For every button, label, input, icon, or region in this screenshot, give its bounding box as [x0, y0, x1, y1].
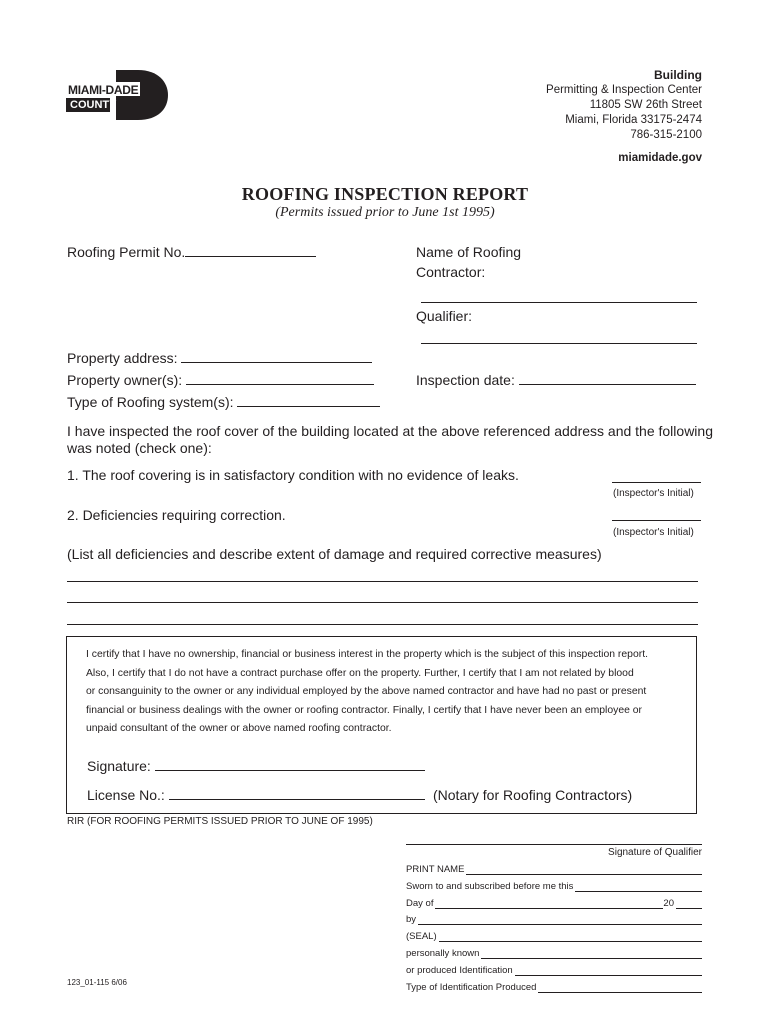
certification-line: I certify that I have no ownership, financial or business interest in the property which is the subject of this inspection report.	[86, 649, 648, 660]
year-blank[interactable]	[676, 900, 702, 909]
inspection-date-blank[interactable]	[519, 373, 696, 385]
qualifier-line[interactable]	[421, 343, 697, 344]
sworn-label: Sworn to and subscribed before me this	[406, 881, 574, 892]
sworn-row[interactable]	[406, 881, 702, 892]
initial-line-1[interactable]	[612, 482, 701, 483]
seal-blank[interactable]	[439, 933, 702, 942]
personally-known-blank[interactable]	[481, 950, 702, 959]
check-item-2: 2. Deficiencies requiring correction.	[67, 507, 286, 523]
department-name: Building	[654, 68, 702, 82]
id-type-blank[interactable]	[538, 984, 702, 993]
contractor-name-line[interactable]	[421, 302, 697, 303]
deficiencies-line[interactable]	[67, 581, 698, 582]
inspection-date-label: Inspection date:	[416, 372, 515, 388]
permit-no-blank[interactable]	[185, 245, 316, 257]
day-of-blank[interactable]	[435, 900, 663, 909]
signature-blank[interactable]	[155, 759, 425, 771]
personally-known-row[interactable]	[406, 948, 702, 959]
roofing-system-label: Type of Roofing system(s):	[67, 394, 234, 410]
phone: 786-315-2100	[630, 129, 702, 141]
print-name-blank[interactable]	[466, 866, 702, 875]
certification-line: unpaid consultant of the owner or above named roofing contractor.	[86, 723, 392, 735]
produced-id-label: or produced Identification	[406, 965, 513, 976]
county-logo	[66, 70, 170, 120]
license-blank[interactable]	[169, 788, 425, 800]
by-row[interactable]	[406, 914, 702, 925]
id-type-row[interactable]	[406, 982, 702, 993]
by-label: by	[406, 914, 417, 925]
seal-label: (SEAL)	[406, 931, 437, 942]
address-line: 11805 SW 26th Street	[589, 99, 702, 111]
department-block	[546, 68, 702, 143]
by-blank[interactable]	[418, 916, 702, 925]
page-title: ROOFING INSPECTION REPORT	[241, 184, 529, 204]
contractor-name-label-1: Name of Roofing	[416, 244, 522, 260]
produced-id-blank[interactable]	[515, 967, 702, 976]
property-address-field[interactable]	[67, 350, 372, 366]
deficiencies-label: (List all deficiencies and describe extent of damage and required corrective measures)	[67, 546, 602, 562]
statement-line-2: was noted (check one):	[67, 440, 212, 456]
print-name-label: PRINT NAME	[406, 864, 465, 875]
rir-note: RIR (FOR ROOFING PERMITS ISSUED PRIOR TO JUNE OF 1995)	[67, 816, 373, 827]
personally-known-label: personally known	[406, 948, 480, 959]
form-number: 123_01-115 6/06	[67, 978, 127, 987]
certification-line: financial or business dealings with the owner or roofing contractor. Finally, I certify that I have never been an employee or	[86, 704, 643, 716]
initial-label-2: (Inspector's Initial)	[613, 527, 694, 538]
roofing-system-blank[interactable]	[237, 395, 380, 407]
deficiencies-line[interactable]	[67, 602, 698, 603]
logo-text-2: COUNTY	[70, 99, 117, 111]
sworn-blank[interactable]	[575, 883, 702, 892]
certification-line: Also, I certify that I do not have a contract purchase offer on the property. Further, I certify that I am not related by blood	[86, 667, 634, 679]
address-line: Miami, Florida 33175-2474	[565, 114, 702, 126]
inspection-date-field[interactable]	[416, 372, 696, 388]
property-owner-label: Property owner(s):	[67, 372, 183, 388]
qualifier-signature-line[interactable]	[406, 844, 702, 845]
property-address-blank[interactable]	[181, 351, 372, 363]
notary-note: (Notary for Roofing Contractors)	[433, 787, 633, 803]
check-item-1: 1. The roof covering is in satisfactory condition with no evidence of leaks.	[67, 467, 519, 483]
year-prefix: 20	[663, 898, 674, 909]
license-label: License No.:	[87, 787, 165, 803]
day-of-row[interactable]	[406, 898, 702, 909]
seal-row[interactable]	[406, 931, 702, 942]
initial-line-2[interactable]	[612, 520, 701, 521]
certification-text	[86, 646, 686, 739]
property-owner-blank[interactable]	[186, 373, 374, 385]
qualifier-label: Qualifier:	[416, 308, 473, 324]
initial-label-1: (Inspector's Initial)	[613, 488, 694, 499]
license-field[interactable]	[87, 787, 425, 803]
deficiencies-line[interactable]	[67, 624, 698, 625]
certification-line: or consanguinity to the owner or any individual employed by the above named contractor and have had no past or present	[86, 686, 647, 698]
produced-id-row[interactable]	[406, 965, 702, 976]
permit-no-label: Roofing Permit No.	[67, 244, 186, 260]
page-subtitle: (Permits issued prior to June 1st 1995)	[275, 205, 495, 220]
signature-of-qualifier-label: Signature of Qualifier	[608, 847, 702, 858]
address-line: Permitting & Inspection Center	[546, 84, 702, 96]
permit-no-field[interactable]	[67, 244, 316, 260]
id-type-label: Type of Identification Produced	[406, 982, 537, 993]
logo-text-1: MIAMI-DADE	[68, 83, 139, 97]
roofing-system-field[interactable]	[67, 394, 380, 410]
signature-label: Signature:	[87, 758, 151, 774]
statement-line-1: I have inspected the roof cover of the building located at the above referenced address and the following	[67, 423, 713, 439]
website: miamidade.gov	[618, 152, 702, 164]
property-address-label: Property address:	[67, 350, 178, 366]
signature-field[interactable]	[87, 758, 425, 774]
print-name-row[interactable]	[406, 864, 702, 875]
property-owner-field[interactable]	[67, 372, 374, 388]
contractor-name-label-2: Contractor:	[416, 264, 486, 280]
day-of-label: Day of	[406, 898, 434, 909]
